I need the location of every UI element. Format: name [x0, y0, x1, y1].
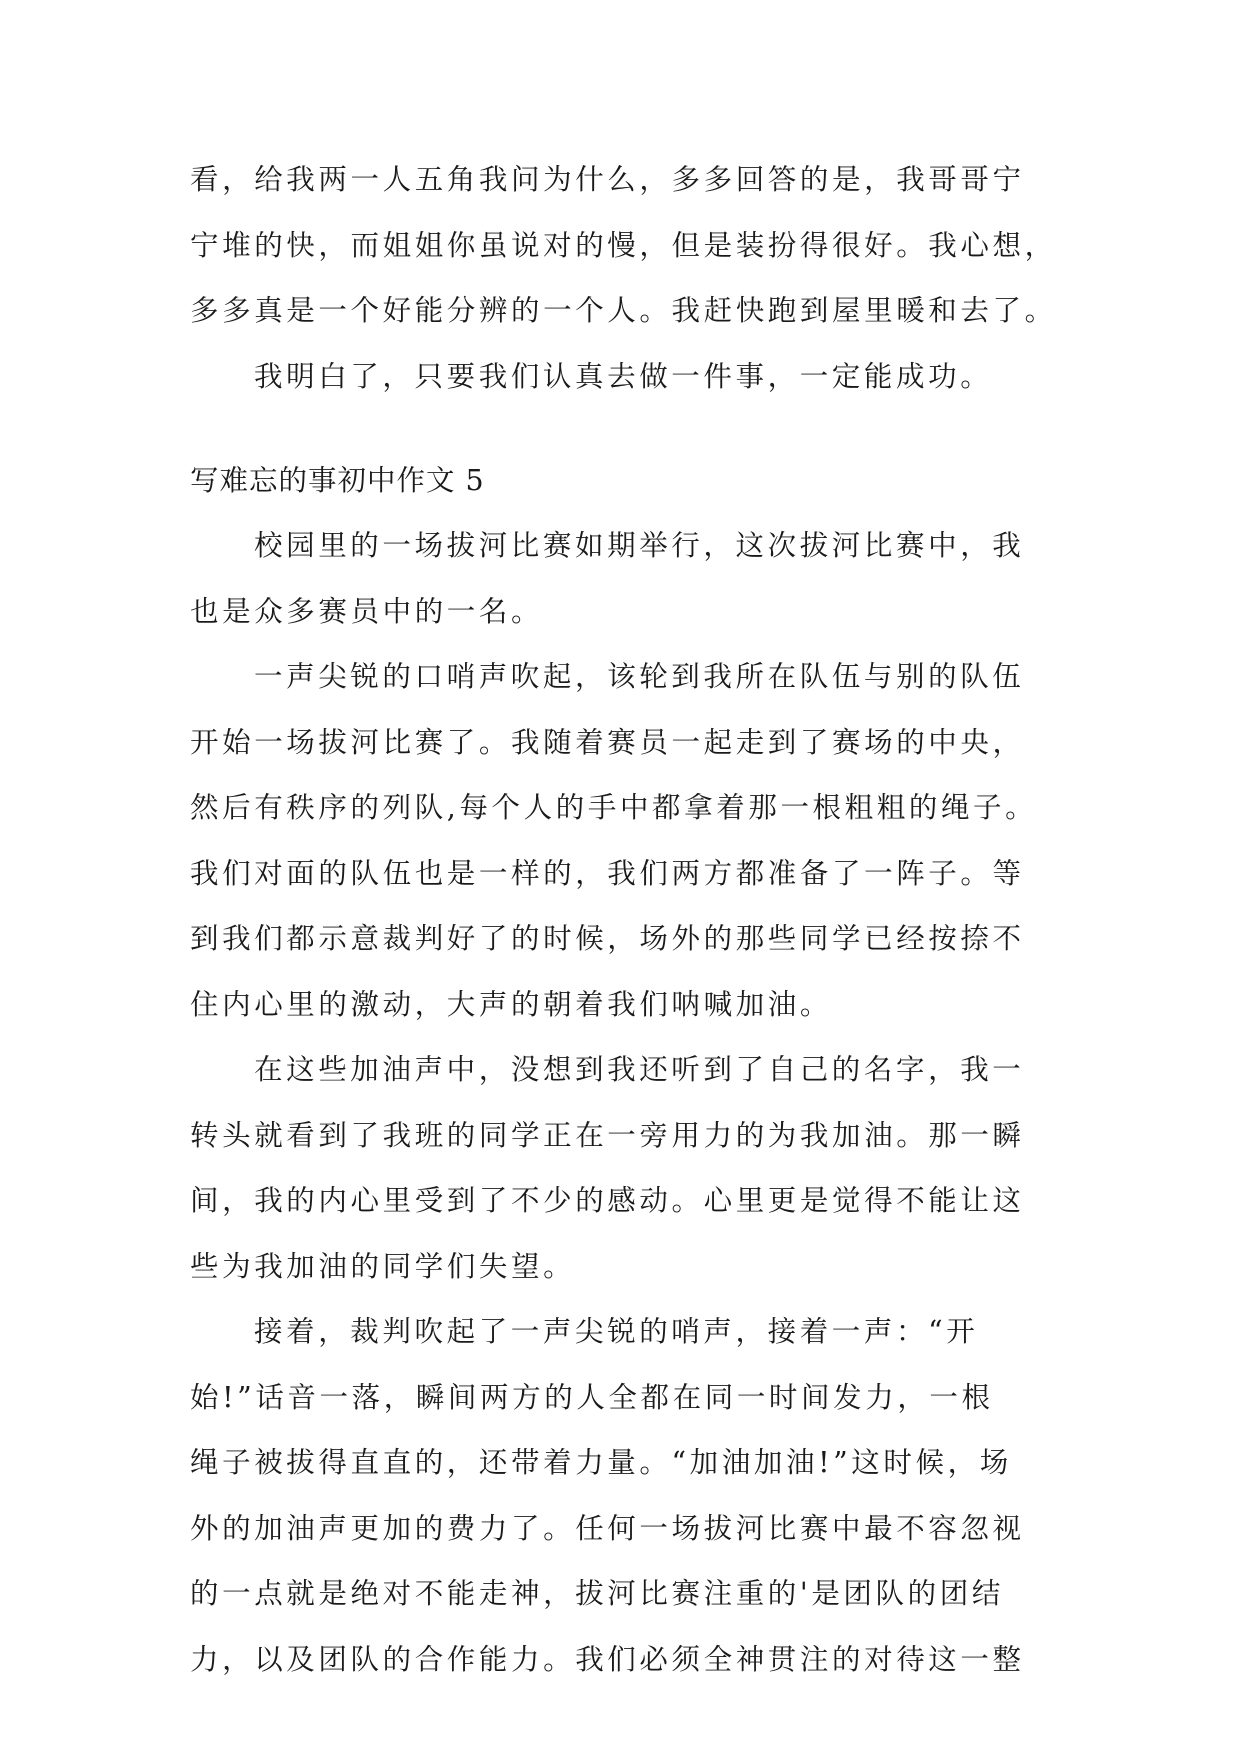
text-line: 外的加油声更加的费力了。任何一场拔河比赛中最不容忽视 — [190, 1511, 1025, 1545]
text-line: 接着，裁判吹起了一声尖锐的哨声，接着一声：“开 — [254, 1315, 979, 1348]
text-line: 转头就看到了我班的同学正在一旁用力的为我加油。那一瞬 — [190, 1118, 1025, 1152]
document-body — [190, 160, 1090, 1705]
text-line: 看，给我两一人五角我问为什么，多多回答的是，我哥哥宁 — [190, 163, 1025, 196]
text-line: 到我们都示意裁判好了的时候，场外的那些同学已经按捺不 — [190, 922, 1025, 955]
text-line: 力，以及团队的合作能力。我们必须全神贯注的对待这一整 — [190, 1642, 1025, 1676]
text-line: 然后有秩序的列队,每个人的手中都拿着那一根粗粗的绳子。 — [190, 791, 1038, 824]
text-line: 校园里的一场拔河比赛如期举行，这次拔河比赛中，我 — [254, 529, 1025, 562]
text-line: 多多真是一个好能分辨的一个人。我赶快跑到屋里暖和去了。 — [190, 294, 1057, 327]
text-line: 些为我加油的同学们失望。 — [190, 1249, 576, 1283]
text-line: 一声尖锐的口哨声吹起，该轮到我所在队伍与别的队伍 — [254, 660, 1025, 693]
text-line: 始!”话音一落，瞬间两方的人全都在同一时间发力，一根 — [190, 1380, 994, 1414]
text-line: 宁堆的快，而姐姐你虽说对的慢，但是装扮得很好。我心想， — [190, 228, 1057, 262]
text-line: 间，我的内心里受到了不少的感动。心里更是觉得不能让这 — [190, 1184, 1025, 1217]
text-line: 我们对面的队伍也是一样的，我们两方都准备了一阵子。等 — [190, 856, 1025, 890]
text-line: 我明白了，只要我们认真去做一件事，一定能成功。 — [254, 359, 993, 393]
text-line: 也是众多赛员中的一名。 — [190, 594, 544, 628]
text-line: 开始一场拔河比赛了。我随着赛员一起走到了赛场的中央， — [190, 725, 1025, 759]
text-line: 住内心里的激动，大声的朝着我们呐喊加油。 — [190, 987, 833, 1021]
section-title: 写难忘的事初中作文 5 — [190, 463, 485, 497]
text-line: 绳子被拔得直直的，还带着力量。“加油加油!”这时候，场 — [190, 1446, 1012, 1479]
text-line: 的一点就是绝对不能走神，拔河比赛注重的'是团队的团结 — [190, 1577, 1004, 1610]
text-line: 在这些加油声中，没想到我还听到了自己的名字，我一 — [254, 1053, 1025, 1086]
